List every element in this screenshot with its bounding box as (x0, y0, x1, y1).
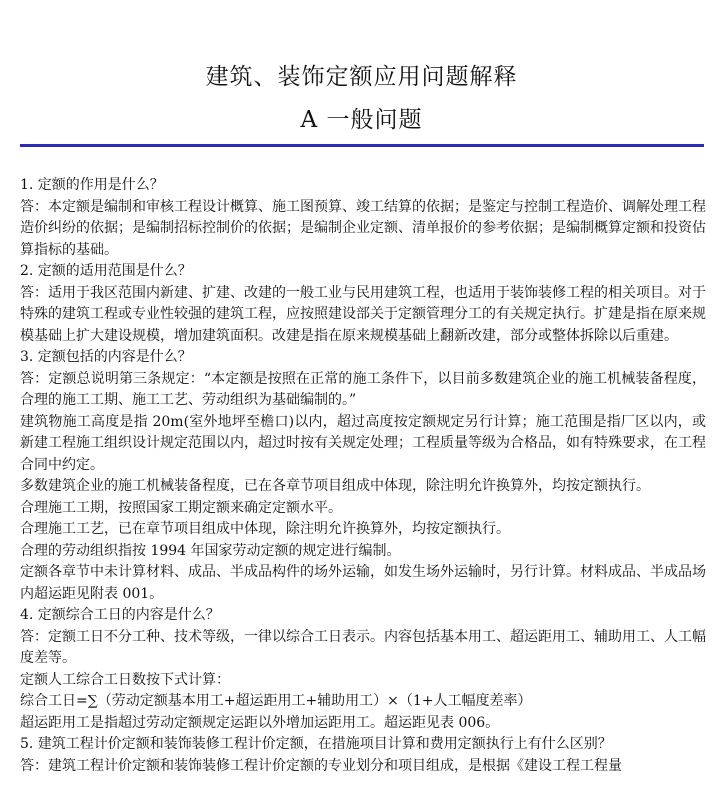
paragraph: 答：定额工日不分工种、技术等级，一律以综合工日表示。内容包括基本用工、超运距用工、辅助用工、人工幅度差等。 (20, 628, 706, 666)
paragraph: 多数建筑企业的施工机械装备程度，已在各章节项目组成中体现，除注明允许换算外，均按定额执行。 (20, 478, 650, 494)
paragraph: 超运距用工是指超过劳动定额规定运距以外增加运距用工。超运距见表 006。 (20, 714, 500, 731)
paragraph: 答：建筑工程计价定额和装饰装修工程计价定额的专业划分和项目组成，是根据《建设工程工程量 (20, 757, 622, 774)
paragraph: 建筑物施工高度是指 20m(室外地坪至檐口)以内，超过高度按定额规定另行计算；施工范围是指厂区以内，或新建工程施工组织设计规定范围以内，超过时按有关规定处理；工程质量等级为合格品，如有特殊要求，在工程合同中约定。 (20, 413, 706, 473)
paragraph: 定额各章节中未计算材料、成品、半成品构件的场外运输，如发生场外运输时，另行计算。材料成品、半成品场内超运距见附表 001。 (20, 564, 706, 602)
paragraph: 合理施工工艺，已在章节项目组成中体现，除注明允许换算外，均按定额执行。 (20, 521, 510, 537)
page-title: 建筑、装饰定额应用问题解释 (205, 64, 518, 90)
paragraph: 综合工日=∑（劳动定额基本用工+超运距用工+辅助用工）×（1+人工幅度差率） (20, 693, 532, 709)
paragraph: 答：本定额是编制和审核工程设计概算、施工图预算、竣工结算的依据；是鉴定与控制工程造价、调解处理工程造价纠纷的依据；是编制招标控制价的依据；是编制企业定额、清单报价的参考依据；是编制概算定额和投资估算指标的基础。 (20, 198, 706, 258)
paragraph: 合理的劳动组织指按 1994 年国家劳动定额的规定进行编制。 (20, 542, 401, 559)
paragraph: 1. 定额的作用是什么？ (20, 177, 164, 193)
section-heading: A 一般问题 (300, 107, 423, 133)
paragraph: 5. 建筑工程计价定额和装饰装修工程计价定额，在措施项目计算和费用定额执行上有什么区别？ (20, 736, 612, 752)
title-divider (20, 144, 704, 147)
paragraph: 4. 定额综合工日的内容是什么？ (20, 607, 220, 623)
paragraph: 2. 定额的适用范围是什么？ (20, 263, 192, 279)
paragraph: 合理施工工期，按照国家工期定额来确定定额水平。 (20, 499, 342, 516)
paragraph: 答：定额总说明第三条规定：“本定额是按照在正常的施工条件下，以目前多数建筑企业的施工机械装备程度，合理的施工工期、施工工艺、劳动组织为基础编制的。” (20, 370, 706, 408)
document-body (20, 175, 706, 777)
paragraph: 答：适用于我区范围内新建、扩建、改建的一般工业与民用建筑工程，也适用于装饰装修工程的相关项目。对于特殊的建筑工程或专业性较强的建筑工程，应按照建设部关于定额管理分工的有关规定执行。扩建是指在原来规模基础上扩大建设规模，增加建筑面积。改建是指在原来规模基础上翻新改建，部分或整体拆除以后重建。 (20, 284, 706, 344)
paragraph: 定额人工综合工日数按下式计算： (20, 671, 230, 688)
paragraph: 3. 定额包括的内容是什么？ (20, 349, 192, 365)
